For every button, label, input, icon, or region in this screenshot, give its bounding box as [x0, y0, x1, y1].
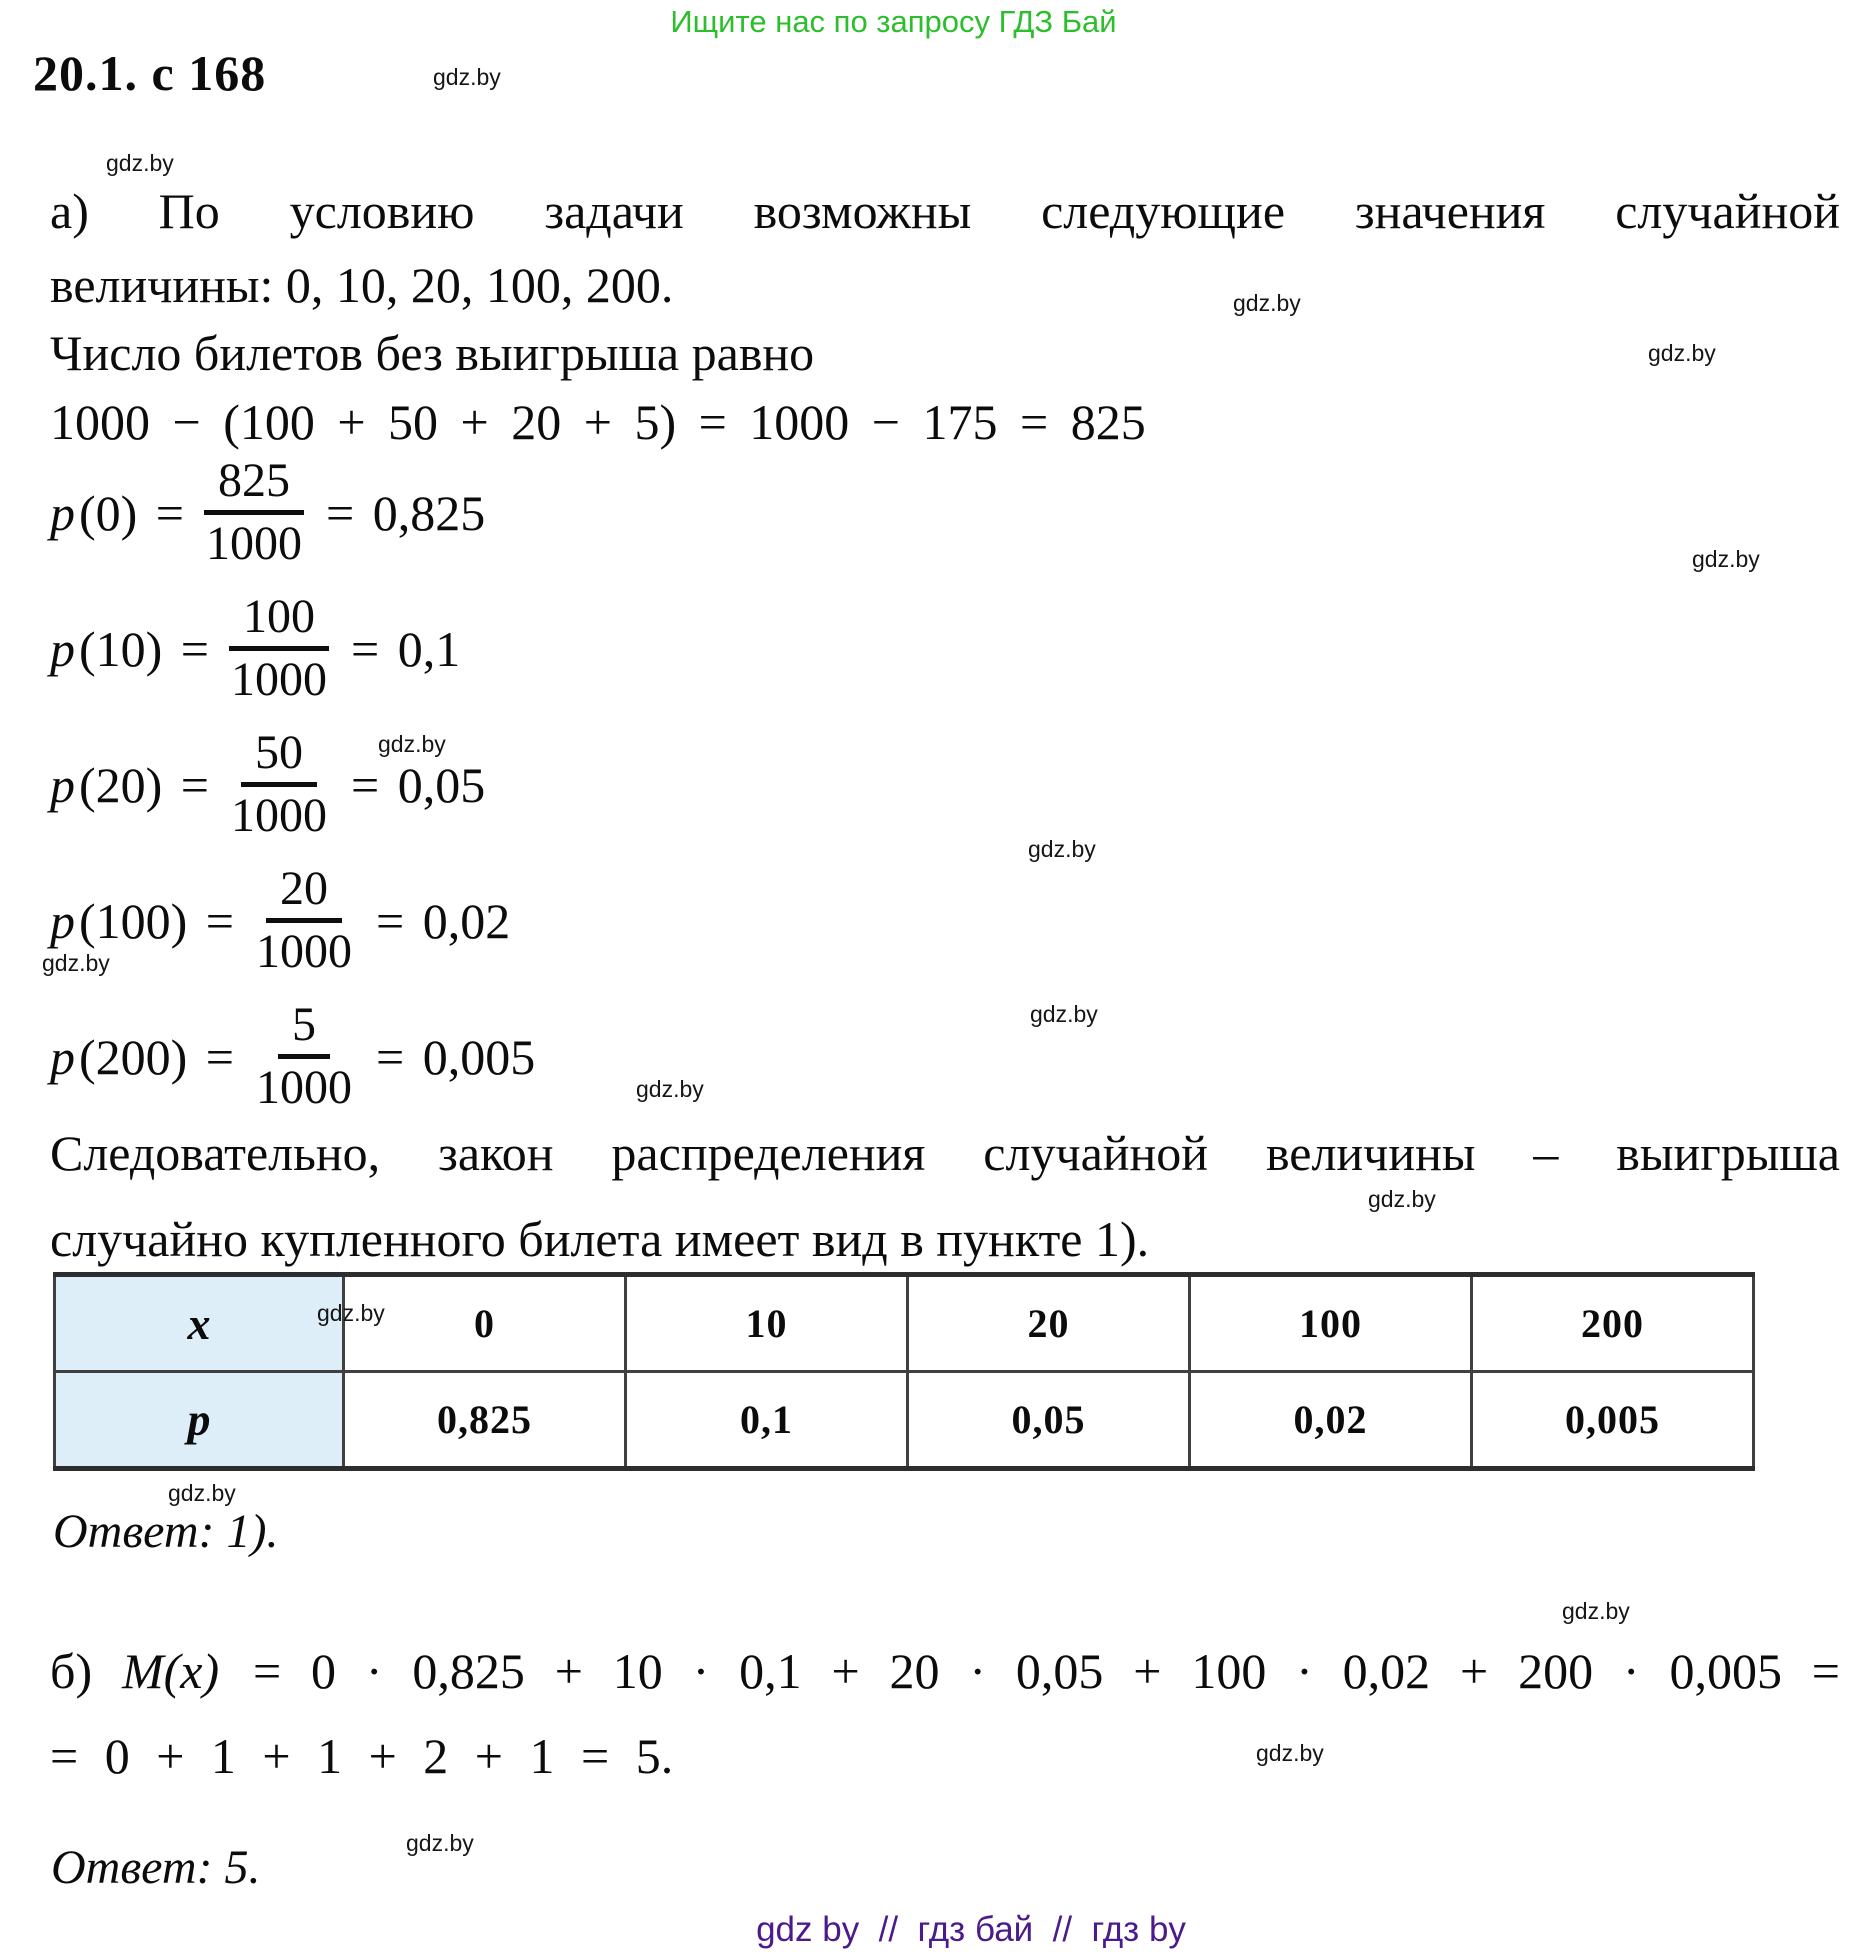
p-value: 0,825 — [344, 1372, 626, 1469]
math-arg: (100) = — [79, 892, 234, 949]
conclusion-line-1: Следовательно, закон распределения случайной величины – выигрыша — [50, 1125, 1840, 1181]
watermark: gdz.by — [168, 1480, 236, 1506]
math-var: p — [50, 756, 75, 813]
fraction-denominator: 1000 — [256, 1061, 352, 1114]
math-var: p — [50, 892, 75, 949]
math-func-Mx: M(x) — [121, 1643, 220, 1699]
fraction — [225, 588, 333, 709]
fraction — [250, 996, 358, 1117]
watermark: gdz.by — [1233, 290, 1301, 316]
intro-line-1: а) По условию задачи возможны следующие значения случайной — [50, 183, 1840, 239]
watermark: gdz.by — [1562, 1598, 1630, 1624]
exercise-title: 20.1. с 168 — [33, 45, 267, 101]
fraction-denominator: 1000 — [231, 653, 327, 706]
row-label-x: x — [55, 1275, 344, 1372]
probability-equation-p100 — [50, 860, 510, 981]
watermark: gdz.by — [636, 1076, 704, 1102]
x-value: 200 — [1472, 1275, 1754, 1372]
fraction-numerator: 825 — [204, 452, 304, 515]
fraction-denominator: 1000 — [206, 517, 302, 570]
row-label-p: p — [55, 1372, 344, 1469]
distribution-table — [53, 1272, 1755, 1471]
math-var: p — [50, 484, 75, 541]
promo-banner: Ищите нас по запросу ГДЗ Бай — [670, 4, 1117, 39]
x-value: 0 — [344, 1275, 626, 1372]
probability-equation-p200 — [50, 996, 535, 1117]
answer-part-b: Ответ: 5. — [51, 1841, 261, 1894]
watermark: gdz.by — [1028, 836, 1096, 862]
p-value: 0,005 — [1472, 1372, 1754, 1469]
math-arg: (20) = — [79, 756, 209, 813]
fraction — [225, 724, 333, 845]
fraction-numerator: 20 — [266, 860, 342, 923]
fraction — [200, 452, 308, 573]
p-value: 0,02 — [1190, 1372, 1472, 1469]
count-sentence: Число билетов без выигрыша равно — [50, 325, 815, 381]
math-arg: (200) = — [79, 1028, 234, 1085]
site-footer: gdz by // гдз бай // гдз by — [756, 1910, 1186, 1949]
part-b-prefix: б) — [50, 1643, 122, 1699]
watermark: gdz.by — [406, 1830, 474, 1856]
answer-part-a: Ответ: 1). — [53, 1505, 279, 1558]
fraction — [250, 860, 358, 981]
p-value: 0,05 — [908, 1372, 1190, 1469]
watermark: gdz.by — [433, 64, 501, 90]
x-value: 10 — [626, 1275, 908, 1372]
x-value: 20 — [908, 1275, 1190, 1372]
conclusion-line-2: случайно купленного билета имеет вид в пункте 1). — [50, 1211, 1150, 1267]
math-result: = 0,05 — [351, 756, 486, 813]
probability-equation-p0 — [50, 452, 485, 573]
fraction-denominator: 1000 — [256, 925, 352, 978]
intro-line-2: величины: 0, 10, 20, 100, 200. — [50, 257, 674, 313]
p-value: 0,1 — [626, 1372, 908, 1469]
watermark: gdz.by — [1030, 1001, 1098, 1027]
table-row-x — [55, 1275, 1754, 1372]
watermark: gdz.by — [378, 731, 446, 757]
math-var: p — [50, 1028, 75, 1085]
fraction-denominator: 1000 — [231, 789, 327, 842]
math-result: = 0,825 — [326, 484, 486, 541]
math-result: = 0,005 — [376, 1028, 536, 1085]
expected-value-line-2: = 0 + 1 + 1 + 2 + 1 = 5. — [50, 1728, 674, 1784]
watermark: gdz.by — [1648, 340, 1716, 366]
watermark: gdz.by — [1692, 546, 1760, 572]
math-var: p — [50, 620, 75, 677]
math-arg: (10) = — [79, 620, 209, 677]
watermark: gdz.by — [1256, 1740, 1324, 1766]
fraction-numerator: 5 — [278, 996, 330, 1059]
math-arg: (0) = — [79, 484, 184, 541]
probability-equation-p10 — [50, 588, 460, 709]
count-equation: 1000 − (100 + 50 + 20 + 5) = 1000 − 175 = 825 — [50, 394, 1146, 450]
expected-value-expression: = 0 · 0,825 + 10 · 0,1 + 20 · 0,05 + 100 · 0,02 + 200 · 0,005 = — [223, 1643, 1840, 1699]
watermark: gdz.by — [106, 150, 174, 176]
fraction-numerator: 50 — [241, 724, 317, 787]
table-row-p — [55, 1372, 1754, 1469]
watermark: gdz.by — [42, 950, 110, 976]
expected-value-line-1 — [50, 1640, 1840, 1702]
math-result: = 0,02 — [376, 892, 511, 949]
watermark: gdz.by — [1368, 1186, 1436, 1212]
x-value: 100 — [1190, 1275, 1472, 1372]
watermark: gdz.by — [317, 1300, 385, 1326]
math-result: = 0,1 — [351, 620, 461, 677]
fraction-numerator: 100 — [229, 588, 329, 651]
